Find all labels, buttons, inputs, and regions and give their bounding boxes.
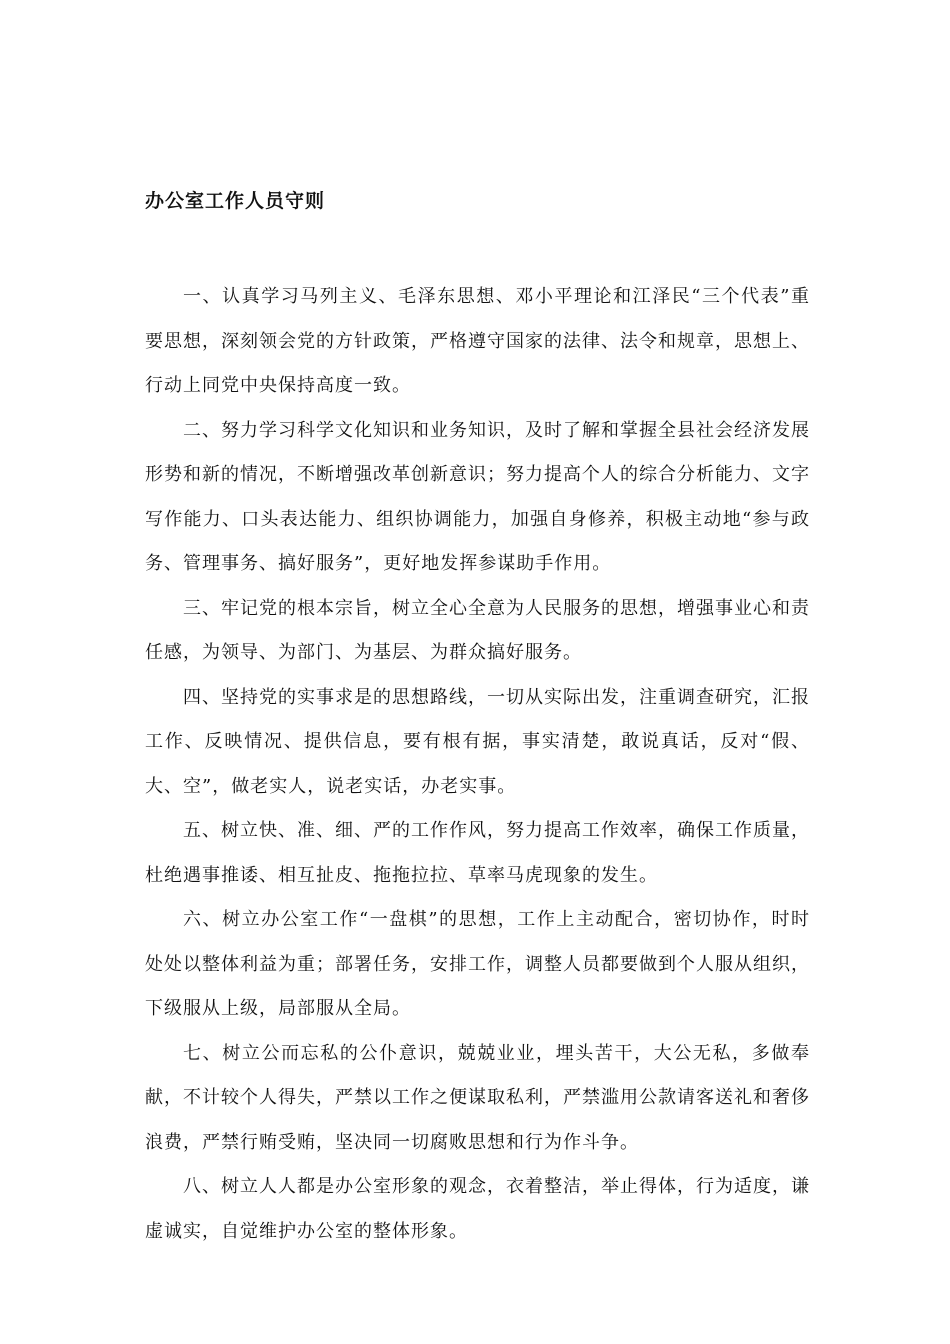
paragraph-8: 八、树立人人都是办公室形象的观念，衣着整洁，举止得体，行为适度，谦虚诚实，自觉维护办公室的整体形象。 bbox=[145, 1176, 810, 1242]
paragraph-1: 一、认真学习马列主义、毛泽东思想、邓小平理论和江泽民“三个代表”重要思想，深刻领会党的方针政策，严格遵守国家的法律、法令和规章，思想上、行动上同党中央保持高度一致。 bbox=[145, 286, 810, 396]
paragraph-6: 六、树立办公室工作“一盘棋”的思想，工作上主动配合，密切协作，时时处处以整体利益为重；部署任务，安排工作，调整人员都要做到个人服从组织，下级服从上级，局部服从全局。 bbox=[145, 909, 810, 1019]
paragraph-5: 五、树立快、准、细、严的工作作风，努力提高工作效率，确保工作质量，杜绝遇事推诿、相互扯皮、拖拖拉拉、草率马虎现象的发生。 bbox=[145, 820, 810, 886]
document-body bbox=[145, 275, 810, 1254]
paragraph-3: 三、牢记党的根本宗旨，树立全心全意为人民服务的思想，增强事业心和责任感，为领导、为部门、为基层、为群众搞好服务。 bbox=[145, 597, 810, 663]
paragraph-4: 四、坚持党的实事求是的思想路线，一切从实际出发，注重调查研究，汇报工作、反映情况、提供信息，要有根有据，事实清楚，敢说真话，反对“假、大、空”，做老实人，说老实话，办老实事。 bbox=[145, 686, 810, 797]
document-title: 办公室工作人员守则 bbox=[145, 190, 326, 212]
paragraph-7: 七、树立公而忘私的公仆意识，兢兢业业，埋头苦干，大公无私，多做奉献，不计较个人得失，严禁以工作之便谋取私利，严禁滥用公款请客送礼和奢侈浪费，严禁行贿受贿，坚决同一切腐败思想和行为作斗争。 bbox=[145, 1042, 810, 1153]
paragraph-2: 二、努力学习科学文化知识和业务知识，及时了解和掌握全县社会经济发展形势和新的情况，不断增强改革创新意识；努力提高个人的综合分析能力、文字写作能力、口头表达能力、组织协调能力，加强自身修养，积极主动地“参与政务、管理事务、搞好服务”，更好地发挥参谋助手作用。 bbox=[145, 419, 810, 574]
